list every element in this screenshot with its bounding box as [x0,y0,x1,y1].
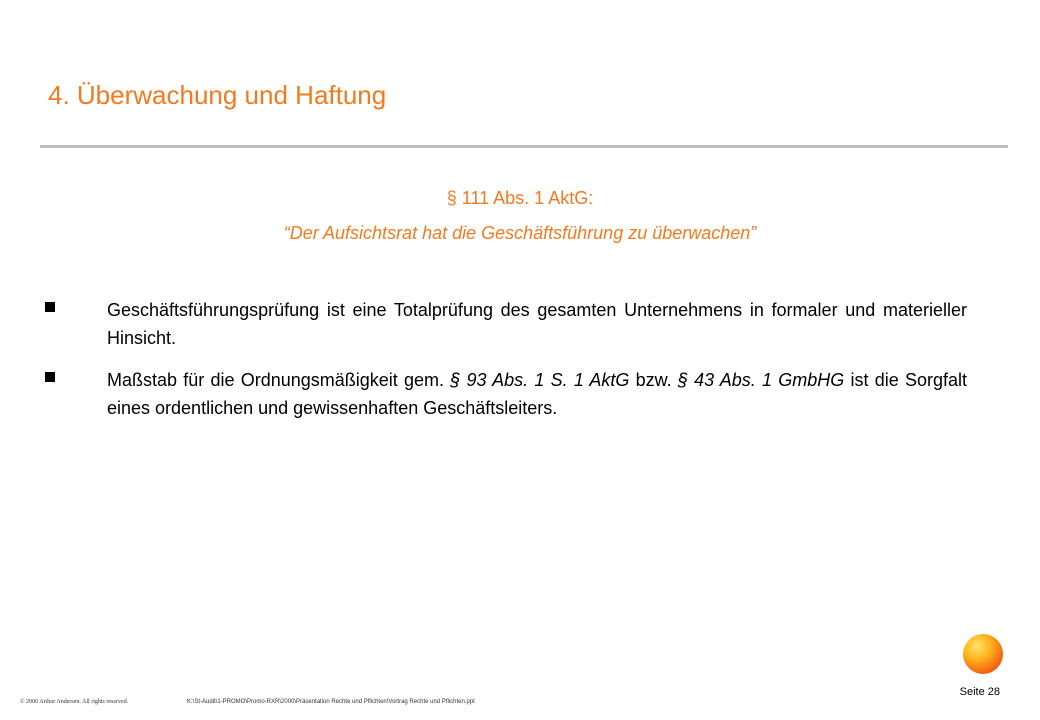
bullet-text-italic-segment: § 43 Abs. 1 GmbHG [677,370,845,390]
bullet-text [107,366,967,422]
bullet-text-segment: bzw. [629,370,678,390]
quote-text: “Der Aufsichtsrat hat die Geschäftsführung zu überwachen” [283,223,757,243]
footer-file-path: K:\St-Audit\1-PROMO\Promo-RXR\2000\Präsentation Rechte und Pflichten\Vortrag Rechte und Pflichten.ppt [187,699,475,705]
footer-copyright: © 2000 Arthur Andersen. All rights reserved. [20,699,129,705]
bullet-text [107,296,967,352]
slide-title: 4. Überwachung und Haftung [48,80,387,110]
quote-reference: § 111 Abs. 1 AktG: [446,188,594,208]
bullet-text-italic-segment: § 93 Abs. 1 S. 1 AktG [450,370,630,390]
title-divider [40,145,1008,148]
bullet-text-segment: ist die Sorgfalt eines ordentlichen und gewissenhaften Geschäftsleiters. [107,370,967,418]
bullet-text-segment: Geschäftsführungsprüfung ist eine Totalprüfung des gesamten Unternehmens in formaler und materieller Hinsicht. [107,300,967,348]
orange-sphere-logo-icon [963,634,1003,674]
bullet-text-segment: Maßstab für die Ordnungsmäßigkeit gem. [107,370,451,390]
square-bullet-icon [45,302,55,312]
square-bullet-icon [45,372,55,382]
page-number: Seite 28 [959,686,1000,698]
